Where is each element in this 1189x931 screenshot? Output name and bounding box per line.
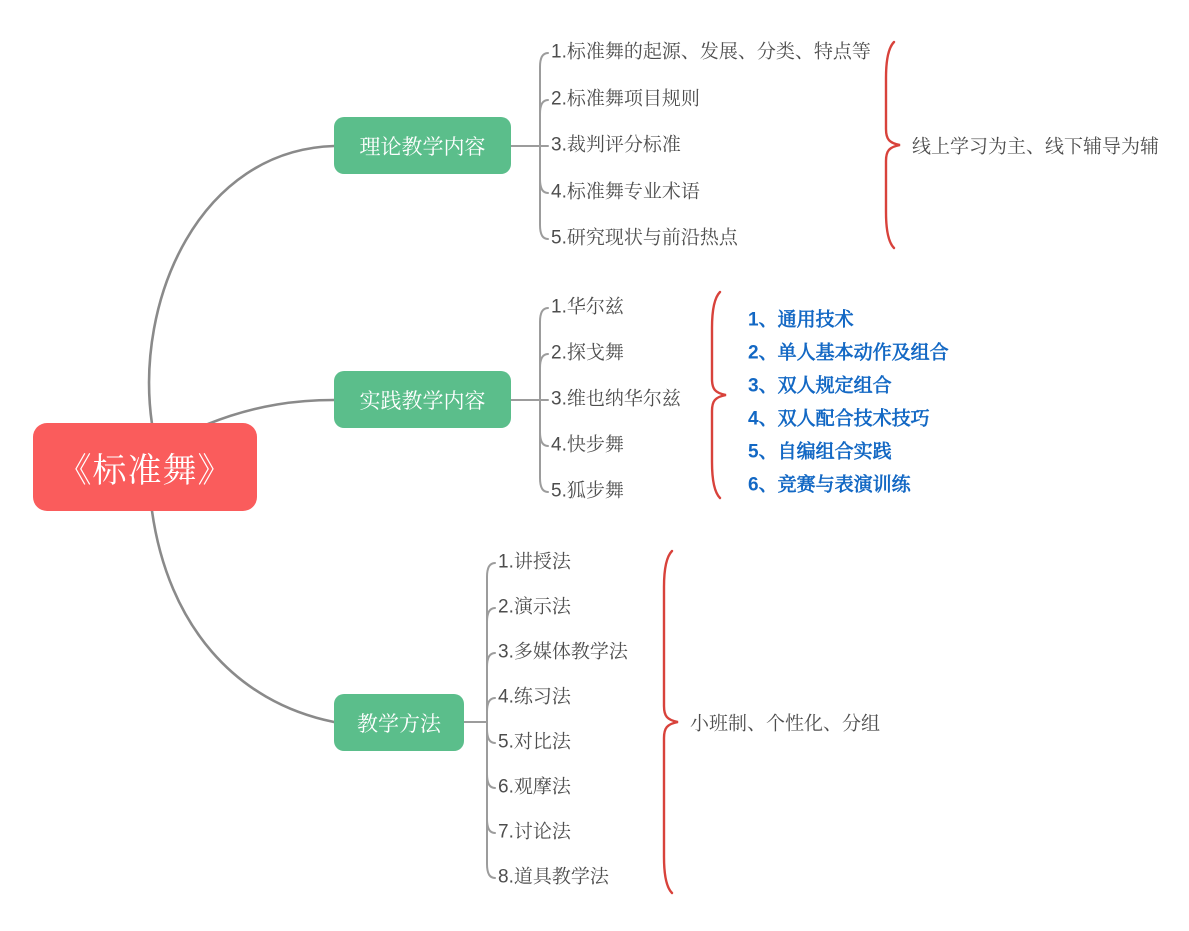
summary-braces [664,42,900,893]
summary-item[interactable]: 3、双人规定组合 [748,375,892,397]
summary-item[interactable]: 1、通用技术 [748,309,854,331]
summary-item[interactable]: 5、自编组合实践 [748,441,892,463]
topic-item[interactable]: 5.狐步舞 [551,480,624,502]
topic-item[interactable]: 4.快步舞 [551,434,624,456]
wire [487,653,495,722]
branch-node-methods[interactable]: 教学方法 [334,694,464,751]
topic-item[interactable]: 5.研究现状与前沿热点 [551,227,738,249]
topic-item[interactable]: 1.讲授法 [498,551,571,573]
topic-item[interactable]: 4.练习法 [498,686,571,708]
summary-item[interactable]: 6、竞赛与表演训练 [748,474,911,496]
methods-item-connectors [464,563,495,878]
summary-item[interactable]: 2、单人基本动作及组合 [748,342,949,364]
branch-node-practice[interactable]: 实践教学内容 [334,371,511,428]
root-node[interactable]: 《标准舞》 [33,423,257,511]
topic-item[interactable]: 6.观摩法 [498,776,571,798]
summary-brace-practice [712,292,726,498]
topic-item[interactable]: 4.标准舞专业术语 [551,181,700,203]
wire [487,722,495,878]
topic-item[interactable]: 1.华尔兹 [551,296,624,318]
wire [487,722,495,788]
practice-item-connectors [511,308,548,492]
topic-item[interactable]: 7.讨论法 [498,821,571,843]
topic-item[interactable]: 3.维也纳华尔兹 [551,388,681,410]
topic-item[interactable]: 8.道具教学法 [498,866,609,888]
topic-item[interactable]: 2.标准舞项目规则 [551,88,700,110]
wire [540,354,548,400]
wire [487,698,495,722]
wire [540,400,548,446]
topic-item[interactable]: 3.裁判评分标准 [551,134,681,156]
topic-item[interactable]: 5.对比法 [498,731,571,753]
summary-brace-theory [886,42,900,248]
wire [487,722,495,743]
wire [540,146,548,193]
topic-item[interactable]: 2.演示法 [498,596,571,618]
curve-root-methods [152,511,334,722]
curve-root-theory [149,146,334,424]
topic-item[interactable]: 2.探戈舞 [551,342,624,364]
theory-item-connectors [511,53,548,239]
wire [540,100,548,146]
summary-item[interactable]: 4、双人配合技术技巧 [748,408,930,430]
summary-brace-methods [664,551,678,893]
branch-node-theory[interactable]: 理论教学内容 [334,117,511,174]
summary-label-theory[interactable]: 线上学习为主、线下辅导为辅 [912,136,1160,158]
topic-item[interactable]: 3.多媒体教学法 [498,641,628,663]
curve-root-practice [208,400,334,424]
topic-item[interactable]: 1.标准舞的起源、发展、分类、特点等 [551,41,871,63]
summary-label-methods[interactable]: 小班制、个性化、分组 [690,713,881,735]
